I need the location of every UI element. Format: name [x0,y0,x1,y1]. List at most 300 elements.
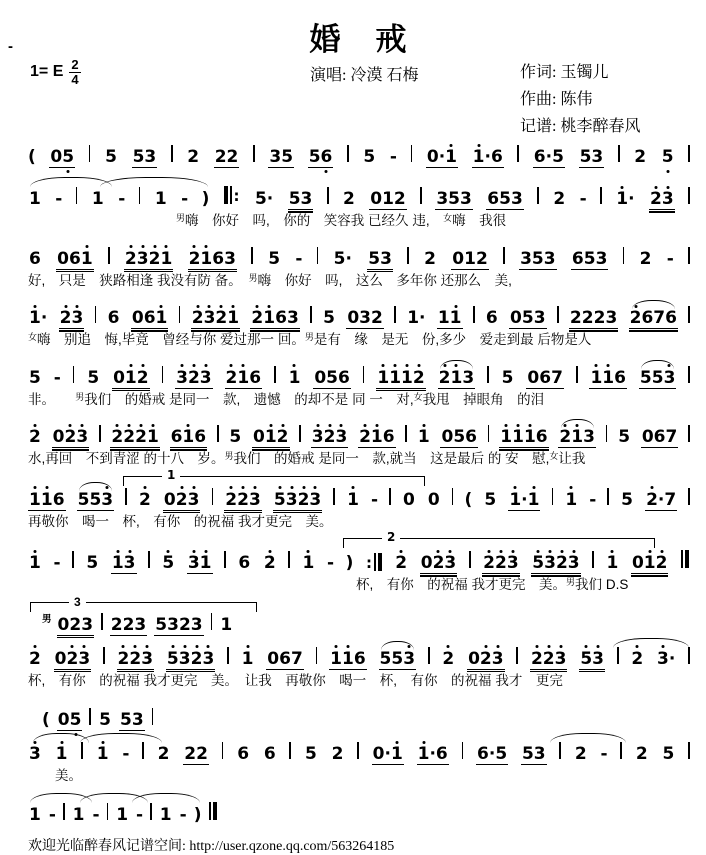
note: 3 [462,367,475,388]
volta-bracket [123,467,425,486]
note-group [302,555,316,573]
note-group [28,746,42,764]
note-group [440,429,478,448]
note: 5 [639,367,652,388]
note: 5 [288,189,301,209]
note-group [225,367,263,389]
note: 3 [533,744,546,765]
lyrics-line: $^女$嗨 别追 悔,毕竟 曾经与你 爱过那一 回。$^男$是有 缘 是无 份,多少 爱走到最 后物是人 [28,332,592,348]
note: 2 [413,370,425,387]
note-group [28,248,42,269]
note: 3 [568,555,580,572]
note: 1 [263,310,275,327]
note: 1 [220,614,233,635]
note: 0 [50,147,63,167]
note-symbol: : [366,554,372,573]
note-group [131,310,169,329]
note: 5 [120,710,132,731]
note: 1 [97,746,109,763]
note: 6 [477,744,489,765]
barline [125,488,127,505]
note: 5 [580,651,592,668]
note: 1 [56,746,68,763]
barline [148,551,150,568]
note-group [115,804,129,825]
lyrics-line: 杯, 有你 的祝福 我才更完 美。 让我 再敬你 喝一 杯, 有你 的祝福 我才 更完 [28,672,563,688]
barline [142,742,144,759]
duration-dash: - [181,189,189,209]
note: 6 [170,427,183,448]
note: 5 [281,147,294,167]
note-group [438,367,476,389]
barline [179,306,181,323]
credit-line: 记谱: 桃李醉春风 [520,118,641,136]
note: 0 [426,147,439,167]
stray-mark: - [8,38,13,55]
note: 6 [490,147,503,167]
barline [99,425,101,442]
barline [152,708,154,725]
note-group [402,489,416,510]
note: 5 [379,648,392,669]
barline [89,708,91,725]
note: 7 [290,648,303,669]
note: 2 [149,251,161,268]
note: 3 [605,308,618,329]
duration-dash: - [92,804,100,825]
note-group [615,191,635,209]
barline [688,425,690,442]
note: 7 [664,489,677,510]
note-group [188,248,237,270]
note: 5 [651,367,664,388]
note: 1 [156,310,168,327]
barline [81,742,83,759]
note: 2 [639,248,652,269]
note-group [526,367,564,389]
barline [688,145,690,162]
note: 2 [129,651,141,668]
note: 3 [543,248,556,269]
notes-line [28,175,690,210]
note: 2 [635,744,648,765]
barline [171,145,173,162]
note: 6 [249,367,262,388]
duration-dash: - [589,489,597,510]
note: 2 [656,555,668,572]
note-group [252,429,290,448]
duration-dash: - [136,804,144,825]
note: 1 [125,370,137,387]
barline [537,187,539,204]
note: · [628,189,635,209]
note-group [163,489,201,511]
note: 3 [188,492,200,509]
note: 6 [539,367,552,388]
barline [516,647,518,664]
note: 0 [452,248,465,269]
note-group [558,429,596,448]
note-group [620,489,634,510]
duration-dash: - [53,367,61,388]
note: 3 [224,248,236,269]
note-group [154,191,168,209]
slur-arc [100,177,208,187]
note: 2 [29,651,41,668]
duration-dash: - [295,248,303,269]
note: 2 [225,492,237,509]
note: 2 [110,614,123,635]
note-group [569,310,618,329]
duration-dash: - [579,189,587,209]
note: 5 [254,189,267,209]
note-group [241,648,255,669]
note-group [329,648,367,670]
barline [333,488,335,505]
note: 3 [286,308,299,329]
note: 6 [68,248,81,269]
barline [606,425,608,442]
voice-marker: 男 [566,577,576,588]
volta-number: 3 [69,595,86,609]
note-symbol [230,186,232,204]
system-8 [28,530,690,593]
voice-marker: 男 [224,451,234,462]
note: 5 [155,614,168,635]
barline [288,551,290,568]
system-5 [28,355,690,408]
note-group [630,648,644,669]
note: 2 [439,370,451,387]
barline [101,613,103,630]
notes-line [42,695,153,731]
note: 1 [602,370,614,387]
note: 1 [303,555,315,572]
note-group [157,746,171,764]
barline [517,145,519,162]
barline [389,488,391,505]
note: 3 [591,147,604,167]
notes-line [28,530,690,574]
note-group [112,367,150,389]
note: · [384,744,391,765]
note-symbol [681,550,683,568]
note: 1 [391,746,403,763]
note-group [420,555,458,574]
barline [488,425,490,442]
note: 6 [435,744,448,765]
note: 0 [54,648,67,669]
note: 5 [333,248,346,269]
note: 6 [52,489,65,510]
barline [103,647,105,664]
note-group [639,367,677,389]
note-group [441,648,455,669]
time-numerator: 2 [71,57,79,72]
note: 7 [653,308,666,329]
note-group [52,429,90,448]
note: 0 [441,427,454,448]
parenthesis: ( [464,489,473,510]
barline [150,803,152,820]
note-group [57,712,83,731]
barline [72,551,74,568]
note-group [639,248,653,269]
note: · [521,489,528,510]
slur-arc [613,638,689,648]
note: 2 [574,744,587,765]
note-group [187,555,213,574]
note: 6 [279,648,291,669]
note-group [649,191,675,210]
note: 3 [555,651,567,668]
lyrics-line: $^男$嗨 你好 吗, 你的 笑容我 已经久 违, $^女$嗨 我很 [176,213,507,228]
barline [407,247,409,264]
repeat-begin [223,186,241,204]
note-group [56,248,94,270]
note-group [104,149,118,167]
barline [688,488,690,505]
final-barline [208,802,218,820]
note: 2 [226,147,239,167]
note: 2 [137,370,149,387]
note: 2 [215,310,227,327]
barline [274,366,276,383]
note-group [219,614,233,635]
note: 2 [475,248,488,269]
note: 3 [403,651,415,668]
note: 3 [176,370,188,387]
note-group [110,614,148,636]
note: 5 [521,744,534,765]
note: 2 [393,189,406,209]
note: · [419,308,426,329]
note: 0 [420,553,433,574]
note: 1 [450,310,462,327]
note: 2 [191,651,203,668]
barline [620,742,622,759]
note-group [313,367,351,389]
barline [162,366,164,383]
note: 2 [433,555,445,572]
note: 0 [372,744,385,765]
note: 0 [131,308,144,329]
note: 5 [162,555,174,572]
note: 1 [227,310,239,327]
note: 2 [556,555,568,572]
duration-dash: - [122,744,130,765]
system-4 [28,295,690,348]
note-group [117,648,155,670]
note: 2 [298,492,310,509]
barline [251,247,253,264]
note: 3 [664,370,676,387]
note-group [369,191,407,210]
note: 6 [485,308,498,329]
note: 0 [163,489,176,510]
note: 6 [535,427,548,448]
note-group [501,367,515,388]
barline [63,803,65,820]
note: 5 [391,648,404,669]
barline [607,488,609,505]
final-barline [680,550,690,568]
note-group [49,149,75,168]
note: 1 [160,251,172,268]
note-symbol [209,802,211,820]
note: 0 [57,614,70,635]
score [28,134,690,825]
note-group [124,248,173,270]
note: 3 [144,147,157,167]
note: 6 [194,427,207,448]
note: 3 [460,189,472,209]
note-group [311,429,349,448]
voice-marker: 女 [28,332,38,343]
note: 3 [300,189,313,209]
note-symbol: : [233,187,240,205]
note-group [645,489,677,511]
note: 3 [141,651,153,668]
note-group [417,746,449,765]
note-group [530,648,568,670]
note: 5 [662,149,674,166]
voice-marker: 女 [443,213,453,223]
duration-dash: - [55,189,63,209]
note: 2 [125,251,137,268]
note: 3 [188,555,200,572]
notes-line [28,236,690,270]
note: 5 [499,189,511,209]
performer-label: 演唱: [310,67,347,84]
note-group [376,367,425,389]
notes-line [28,355,690,389]
note-group [237,555,251,573]
note: 1 [289,370,301,387]
note: 6 [107,308,120,329]
system-9 [28,594,690,689]
note: 1 [473,149,485,166]
note-group [552,191,566,209]
note-group [358,429,396,448]
barline [212,488,214,505]
note: 3 [507,555,519,572]
note-group [451,248,489,270]
barline [347,145,349,162]
note: 2 [371,308,383,329]
note: 2 [176,492,188,509]
note-group [661,149,675,167]
note: 2 [630,310,642,327]
system-1 [28,134,690,168]
note-group [54,648,92,670]
note: 0 [347,308,360,329]
note-group [98,712,112,730]
pickup-line [28,594,690,636]
note-group [519,248,557,270]
note-group [138,489,152,510]
barline [557,306,559,323]
key-label: 1= E [30,63,64,81]
note: 1 [407,308,420,329]
note: 3 [492,651,504,668]
note-group [579,149,605,168]
note-group [331,746,345,764]
system-2 [28,175,690,229]
note: 1 [418,429,430,446]
duration-dash: - [600,744,608,765]
note: 2 [139,492,151,509]
note: 1 [41,492,53,509]
barline [420,187,422,204]
note-group [304,746,318,764]
note-group [96,746,110,764]
note: 1 [154,189,167,209]
note: 2 [123,429,135,446]
note: 1 [445,149,457,166]
note: 3 [137,251,149,268]
barline [227,647,229,664]
note: 5 [363,147,376,167]
note-group [571,248,609,270]
note: 1 [616,191,628,208]
parenthesis: ) [193,804,202,825]
barline [217,425,219,442]
notes-line [28,414,690,448]
duration-dash: - [48,804,56,825]
note-group [288,191,314,210]
note: 6 [614,367,626,388]
note-group [308,149,334,168]
parenthesis: ) [345,553,354,574]
barline [316,647,318,664]
note-group [119,712,145,731]
repeat-end [365,553,383,571]
barline [224,551,226,568]
note: · [429,744,436,765]
volta-bracket [30,594,257,612]
note: 1 [524,429,536,446]
note-group [435,191,473,210]
note: 2 [543,651,555,668]
note: 2 [650,191,662,208]
note-group [288,367,302,388]
note-group [28,804,42,825]
note: 3 [380,248,392,269]
note: 0 [468,648,480,669]
note: · [488,744,496,765]
note-group [574,746,588,764]
barline [688,647,690,664]
slur-arc [132,793,200,803]
note: 3 [312,429,324,446]
note: 3 [81,614,94,635]
time-denominator: 4 [71,71,79,87]
performer-credit [310,62,418,85]
barline [405,425,407,442]
barline [552,488,554,505]
note-group [77,489,115,511]
note: 0 [252,427,265,448]
note: · [484,147,491,167]
barline [576,366,578,383]
note-group [85,555,99,573]
note: 3 [662,191,674,208]
note: 5 [274,492,286,509]
note: 6 [275,308,287,329]
note-symbol [224,186,228,204]
note: 0 [52,427,65,448]
